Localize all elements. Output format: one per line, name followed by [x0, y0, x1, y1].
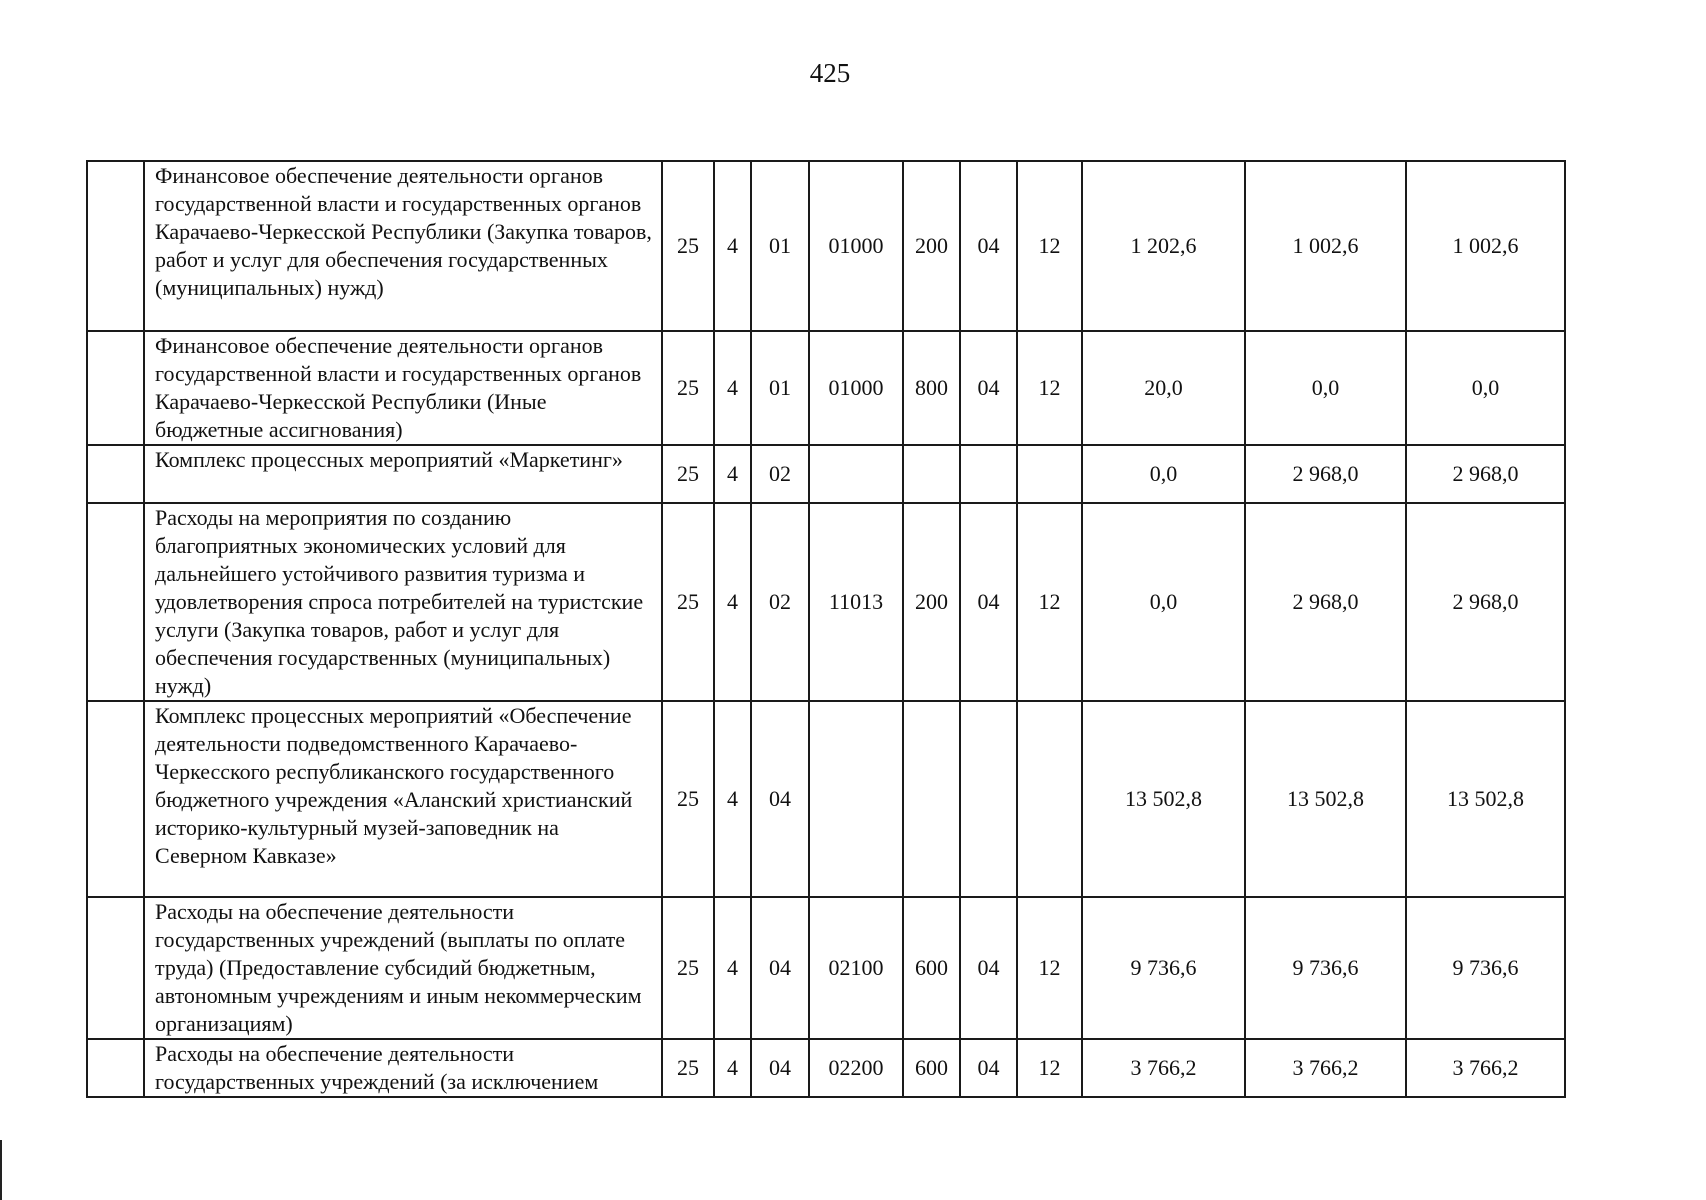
description-cell: Расходы на обеспечение деятельности государственных учреждений (выплаты по оплате труда) (Предоставление субсидий бюджетным, автономным учреждениям и иным некоммерческим организациям) — [144, 897, 662, 1039]
table-row — [87, 701, 1565, 897]
table-row — [87, 503, 1565, 701]
row-number-cell — [87, 897, 144, 1039]
amount-cell: 2 968,0 — [1406, 503, 1565, 701]
code-cell: 4 — [714, 161, 751, 331]
amount-cell: 2 968,0 — [1245, 445, 1406, 503]
amount-cell: 0,0 — [1082, 445, 1245, 503]
description-cell: Расходы на мероприятия по созданию благоприятных экономических условий для дальнейшего устойчивого развития туризма и удовлетворения спроса потребителей на туристские услуги (Закупка товаров, работ и услуг для обеспечения государственных (муниципальных) нужд) — [144, 503, 662, 701]
code-cell: 04 — [960, 331, 1017, 445]
row-number-cell — [87, 445, 144, 503]
code-cell: 12 — [1017, 161, 1082, 331]
page-edge-line — [0, 1140, 2, 1200]
code-cell: 04 — [960, 897, 1017, 1039]
code-cell: 4 — [714, 331, 751, 445]
table-row — [87, 445, 1565, 503]
row-number-cell — [87, 503, 144, 701]
description-cell: Финансовое обеспечение деятельности органов государственной власти и государственных органов Карачаево-Черкесской Республики (Закупка товаров, работ и услуг для обеспечения государственных (муниципальных) нужд) — [144, 161, 662, 331]
description-cell: Комплекс процессных мероприятий «Маркетинг» — [144, 445, 662, 503]
code-cell: 02 — [751, 503, 809, 701]
code-cell: 200 — [903, 503, 960, 701]
amount-cell: 3 766,2 — [1406, 1039, 1565, 1097]
code-cell: 04 — [751, 701, 809, 897]
amount-cell: 2 968,0 — [1406, 445, 1565, 503]
code-cell: 02100 — [809, 897, 903, 1039]
amount-cell: 9 736,6 — [1082, 897, 1245, 1039]
amount-cell: 1 002,6 — [1406, 161, 1565, 331]
code-cell: 25 — [662, 331, 714, 445]
amount-cell: 9 736,6 — [1406, 897, 1565, 1039]
code-cell: 12 — [1017, 331, 1082, 445]
code-cell — [1017, 701, 1082, 897]
code-cell: 02200 — [809, 1039, 903, 1097]
code-cell: 04 — [751, 1039, 809, 1097]
code-cell: 4 — [714, 503, 751, 701]
code-cell: 25 — [662, 701, 714, 897]
code-cell: 600 — [903, 1039, 960, 1097]
amount-cell: 0,0 — [1245, 331, 1406, 445]
code-cell: 4 — [714, 445, 751, 503]
table-row — [87, 331, 1565, 445]
code-cell: 600 — [903, 897, 960, 1039]
code-cell: 25 — [662, 1039, 714, 1097]
code-cell: 01 — [751, 331, 809, 445]
code-cell: 200 — [903, 161, 960, 331]
amount-cell: 3 766,2 — [1245, 1039, 1406, 1097]
table-row — [87, 161, 1565, 331]
code-cell — [960, 701, 1017, 897]
description-cell: Расходы на обеспечение деятельности государственных учреждений (за исключением — [144, 1039, 662, 1097]
code-cell — [809, 445, 903, 503]
code-cell: 11013 — [809, 503, 903, 701]
code-cell — [960, 445, 1017, 503]
amount-cell: 20,0 — [1082, 331, 1245, 445]
code-cell — [809, 701, 903, 897]
description-cell: Финансовое обеспечение деятельности органов государственной власти и государственных органов Карачаево-Черкесской Республики (Иные бюджетные ассигнования) — [144, 331, 662, 445]
code-cell: 4 — [714, 701, 751, 897]
amount-cell: 13 502,8 — [1245, 701, 1406, 897]
code-cell — [903, 445, 960, 503]
code-cell — [903, 701, 960, 897]
code-cell: 12 — [1017, 897, 1082, 1039]
table-row — [87, 1039, 1565, 1097]
code-cell: 02 — [751, 445, 809, 503]
code-cell: 800 — [903, 331, 960, 445]
page-number: 425 — [809, 58, 851, 88]
code-cell: 01 — [751, 161, 809, 331]
amount-cell: 9 736,6 — [1245, 897, 1406, 1039]
amount-cell: 0,0 — [1082, 503, 1245, 701]
code-cell: 25 — [662, 445, 714, 503]
budget-table-container — [86, 160, 1566, 1098]
code-cell: 4 — [714, 1039, 751, 1097]
amount-cell: 0,0 — [1406, 331, 1565, 445]
code-cell: 25 — [662, 897, 714, 1039]
code-cell: 01000 — [809, 331, 903, 445]
code-cell: 04 — [960, 503, 1017, 701]
table-row — [87, 897, 1565, 1039]
row-number-cell — [87, 1039, 144, 1097]
amount-cell: 13 502,8 — [1082, 701, 1245, 897]
code-cell: 01000 — [809, 161, 903, 331]
description-cell: Комплекс процессных мероприятий «Обеспечение деятельности подведомственного Карачаево-Черкесского республиканского государственного бюджетного учреждения «Аланский христианский историко-культурный музей-заповедник на Северном Кавказе» — [144, 701, 662, 897]
amount-cell: 13 502,8 — [1406, 701, 1565, 897]
code-cell — [1017, 445, 1082, 503]
amount-cell: 1 002,6 — [1245, 161, 1406, 331]
amount-cell: 3 766,2 — [1082, 1039, 1245, 1097]
code-cell: 25 — [662, 503, 714, 701]
budget-table — [86, 160, 1566, 1098]
code-cell: 25 — [662, 161, 714, 331]
row-number-cell — [87, 161, 144, 331]
code-cell: 12 — [1017, 1039, 1082, 1097]
code-cell: 12 — [1017, 503, 1082, 701]
code-cell: 04 — [751, 897, 809, 1039]
code-cell: 4 — [714, 897, 751, 1039]
amount-cell: 1 202,6 — [1082, 161, 1245, 331]
row-number-cell — [87, 331, 144, 445]
row-number-cell — [87, 701, 144, 897]
code-cell: 04 — [960, 1039, 1017, 1097]
amount-cell: 2 968,0 — [1245, 503, 1406, 701]
code-cell: 04 — [960, 161, 1017, 331]
